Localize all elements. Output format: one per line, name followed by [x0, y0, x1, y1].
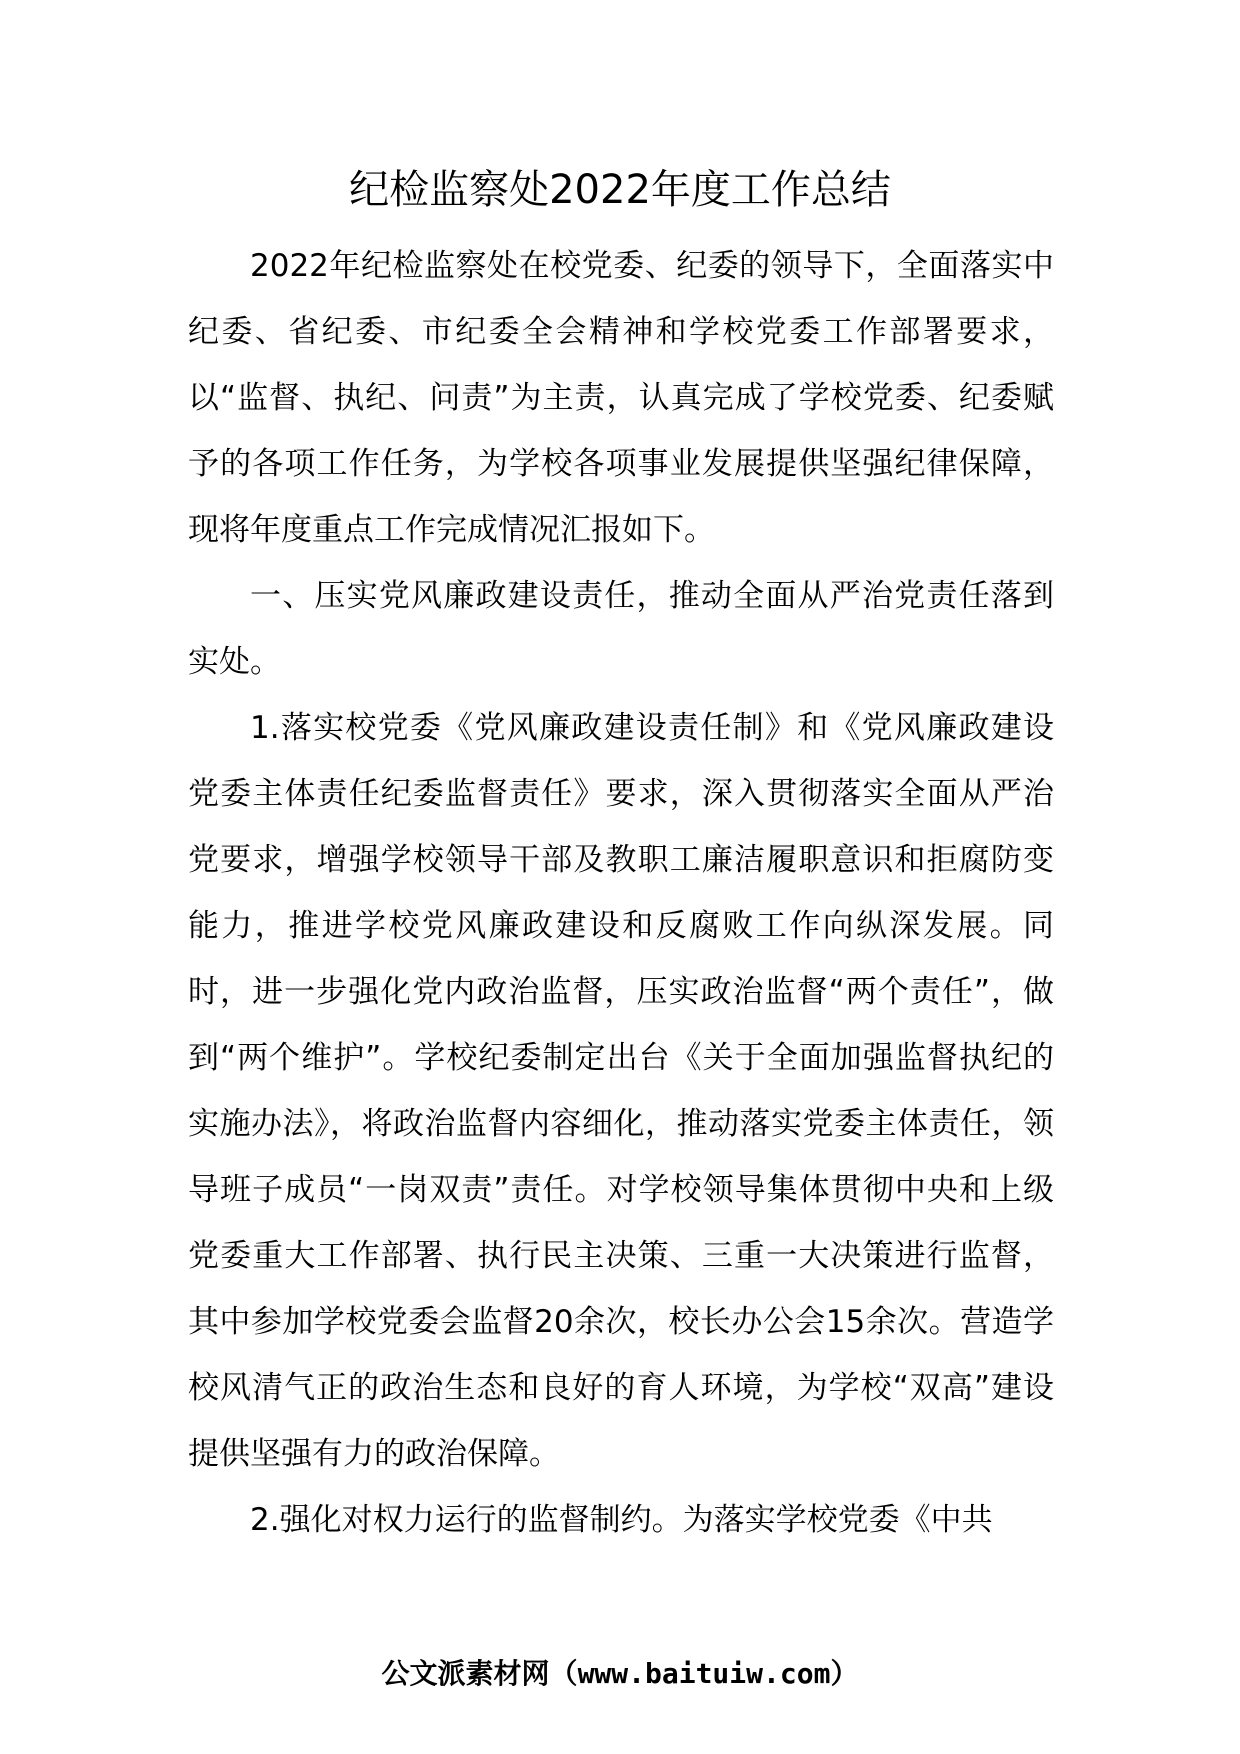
- section-heading-1: 一、压实党风廉政建设责任，推动全面从严治党责任落到实处。: [188, 578, 1054, 680]
- footer-close: ）: [830, 1657, 859, 1690]
- paragraph-intro: 2022年纪检监察处在校党委、纪委的领导下，全面落实中纪委、省纪委、市纪委全会精神和学校党委工作部署要求，以“监督、执纪、问责”为主责，认真完成了学校党委、纪委赋予的各项工作任务，为学校各项事业发展提供坚强纪律保障，现将年度重点工作完成情况汇报如下。: [188, 248, 1054, 548]
- paragraph-item-1: 1.落实校党委《党风廉政建设责任制》和《党风廉政建设党委主体责任纪委监督责任》要求，深入贯彻落实全面从严治党要求，增强学校领导干部及教职工廉洁履职意识和拒腐防变能力，推进学校党风廉政建设和反腐败工作向纵深发展。同时，进一步强化党内政治监督，压实政治监督“两个责任”，做到“两个维护”。学校纪委制定出台《关于全面加强监督执纪的实施办法》，将政治监督内容细化，推动落实党委主体责任，领导班子成员“一岗双责”责任。对学校领导集体贯彻中央和上级党委重大工作部署、执行民主决策、三重一大决策进行监督，其中参加学校党委会监督20余次，校长办公会15余次。营造学校风清气正的政治生态和良好的育人环境，为学校“双高”建设提供坚强有力的政治保障。: [188, 710, 1054, 1472]
- paragraph-item-2: 2.强化对权力运行的监督制约。为落实学校党委《中共: [250, 1502, 993, 1538]
- footer-watermark: [0, 1654, 1240, 1694]
- footer-site-link[interactable]: www.baituiw.com: [577, 1657, 831, 1690]
- document-body: [188, 233, 1054, 1553]
- footer-label: 公文派素材网（: [381, 1657, 578, 1690]
- document-title: 纪检监察处2022年度工作总结: [349, 167, 891, 213]
